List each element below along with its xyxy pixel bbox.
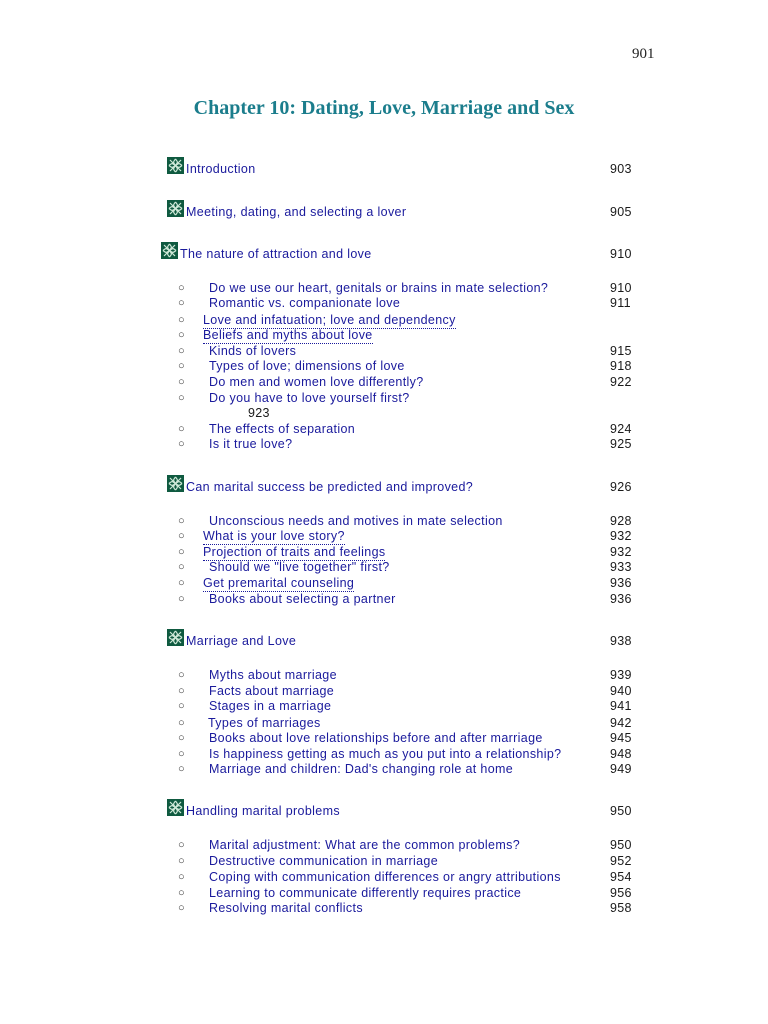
bullet-icon: ○ <box>178 577 185 589</box>
toc-item-page: 940 <box>610 684 632 698</box>
toc-item[interactable] <box>0 837 768 853</box>
toc-item-label[interactable]: Types of marriages <box>208 716 321 730</box>
toc-item-label[interactable]: Do you have to love yourself first? <box>209 391 410 405</box>
toc-item-page: 958 <box>610 901 632 915</box>
celtic-knot-icon <box>167 157 184 174</box>
toc-item-label[interactable]: Facts about marriage <box>209 684 335 698</box>
toc-item-label[interactable]: Types of love; dimensions of love <box>209 359 405 373</box>
bullet-icon: ○ <box>178 839 185 851</box>
toc-section[interactable] <box>0 632 768 648</box>
toc-item[interactable] <box>0 715 768 731</box>
toc-item[interactable] <box>0 374 768 390</box>
toc-item-label[interactable]: Projection of traits and feelings <box>203 545 386 559</box>
bullet-icon: ○ <box>178 593 185 605</box>
toc-item-page: 945 <box>610 731 632 745</box>
bullet-icon: ○ <box>178 763 185 775</box>
toc-item[interactable] <box>0 730 768 746</box>
toc-section-label[interactable]: Introduction <box>186 162 256 176</box>
toc-item[interactable] <box>0 900 768 916</box>
toc-item-label[interactable]: Books about love relationships before and after marriage <box>209 731 543 745</box>
toc-item[interactable] <box>0 358 768 374</box>
toc-item-label[interactable]: Beliefs and myths about love <box>203 328 373 342</box>
toc-item[interactable] <box>0 559 768 575</box>
toc-item-label[interactable]: Love and infatuation; love and dependency <box>203 313 456 327</box>
toc-item-page: 956 <box>610 886 632 900</box>
toc-item-label[interactable]: Get premarital counseling <box>203 576 355 590</box>
toc-item-page: 932 <box>610 545 632 559</box>
toc-item-page: 925 <box>610 437 632 451</box>
bullet-icon: ○ <box>178 423 185 435</box>
bullet-icon: ○ <box>178 669 185 681</box>
toc-item-label[interactable]: Is happiness getting as much as you put into a relationship? <box>209 747 562 761</box>
toc-item-label[interactable]: Do men and women love differently? <box>209 375 424 389</box>
toc-item[interactable] <box>0 327 768 343</box>
toc-item[interactable] <box>0 761 768 777</box>
toc-item[interactable] <box>0 683 768 699</box>
toc-section-label[interactable]: Can marital success be predicted and improved? <box>186 480 474 494</box>
toc-item-page: 923 <box>248 406 270 420</box>
toc-item-label[interactable]: Marital adjustment: What are the common problems? <box>209 838 521 852</box>
bullet-icon: ○ <box>178 314 185 326</box>
toc-item-page: 936 <box>610 576 632 590</box>
toc-item-page: 932 <box>610 529 632 543</box>
toc-section-label[interactable]: The nature of attraction and love <box>180 247 372 261</box>
bullet-icon: ○ <box>178 748 185 760</box>
bullet-icon: ○ <box>178 685 185 697</box>
toc-item-page: 954 <box>610 870 632 884</box>
toc-item-label[interactable]: Unconscious needs and motives in mate selection <box>209 514 503 528</box>
toc-item-label[interactable]: Stages in a marriage <box>209 699 332 713</box>
toc-section-page: 950 <box>610 804 632 818</box>
toc-item[interactable] <box>0 869 768 885</box>
toc-section-page: 910 <box>610 247 632 261</box>
bullet-icon: ○ <box>178 700 185 712</box>
toc-item[interactable] <box>0 575 768 591</box>
bullet-icon: ○ <box>178 561 185 573</box>
toc-section-label[interactable]: Meeting, dating, and selecting a lover <box>186 205 407 219</box>
toc-section-page: 905 <box>610 205 632 219</box>
celtic-knot-icon <box>161 242 178 259</box>
toc-item-page: 950 <box>610 838 632 852</box>
bullet-icon: ○ <box>178 282 185 294</box>
bullet-icon: ○ <box>178 392 185 404</box>
bullet-icon: ○ <box>178 360 185 372</box>
toc-item-page: 928 <box>610 514 632 528</box>
toc-section-page: 903 <box>610 162 632 176</box>
toc-item-page: 952 <box>610 854 632 868</box>
toc-section[interactable] <box>0 203 768 219</box>
toc-item-label[interactable]: Marriage and children: Dad's changing role at home <box>209 762 514 776</box>
page-number: 901 <box>632 46 655 62</box>
toc-item-page: 942 <box>610 716 632 730</box>
toc-item-label[interactable]: Do we use our heart, genitals or brains in mate selection? <box>209 281 549 295</box>
celtic-knot-icon <box>167 799 184 816</box>
toc-section-page: 938 <box>610 634 632 648</box>
toc-item-label[interactable]: Romantic vs. companionate love <box>209 296 401 310</box>
toc-item-label[interactable]: Books about selecting a partner <box>209 592 396 606</box>
toc-item[interactable] <box>0 853 768 869</box>
toc-item-label[interactable]: Is it true love? <box>209 437 293 451</box>
bullet-icon: ○ <box>178 546 185 558</box>
toc-item[interactable] <box>0 436 768 452</box>
toc-section[interactable] <box>0 478 768 494</box>
toc-item-page: 949 <box>610 762 632 776</box>
celtic-knot-icon <box>167 629 184 646</box>
chapter-title: Chapter 10: Dating, Love, Marriage and Sex <box>193 97 575 119</box>
toc-item-page: 939 <box>610 668 632 682</box>
toc-item[interactable] <box>0 544 768 560</box>
toc-item[interactable] <box>0 667 768 683</box>
toc-section[interactable] <box>0 160 768 176</box>
bullet-icon: ○ <box>178 732 185 744</box>
toc-section-label[interactable]: Handling marital problems <box>186 804 340 818</box>
bullet-icon: ○ <box>178 887 185 899</box>
bullet-icon: ○ <box>178 717 185 729</box>
toc-item[interactable] <box>0 528 768 544</box>
toc-item-page: 910 <box>610 281 632 295</box>
toc-item-label[interactable]: The effects of separation <box>209 422 356 436</box>
celtic-knot-icon <box>167 200 184 217</box>
toc-item-page: 936 <box>610 592 632 606</box>
toc-item-page: 924 <box>610 422 632 436</box>
toc-item[interactable] <box>0 280 768 296</box>
toc-item-label[interactable]: Learning to communicate differently requires practice <box>209 886 522 900</box>
toc-item-page: 918 <box>610 359 632 373</box>
bullet-icon: ○ <box>178 438 185 450</box>
toc-item-label[interactable]: Should we "live together" first? <box>209 560 390 574</box>
toc-item[interactable] <box>0 312 768 328</box>
bullet-icon: ○ <box>178 871 185 883</box>
toc-item-label[interactable]: Destructive communication in marriage <box>209 854 439 868</box>
bullet-icon: ○ <box>178 376 185 388</box>
bullet-icon: ○ <box>178 345 185 357</box>
bullet-icon: ○ <box>178 329 185 341</box>
toc-item-page: 915 <box>610 344 632 358</box>
bullet-icon: ○ <box>178 515 185 527</box>
toc-item[interactable] <box>0 390 768 420</box>
bullet-icon: ○ <box>178 902 185 914</box>
celtic-knot-icon <box>167 475 184 492</box>
toc-item-page: 948 <box>610 747 632 761</box>
toc-section-page: 926 <box>610 480 632 494</box>
toc-item[interactable] <box>0 513 768 529</box>
toc-item-label[interactable]: Coping with communication differences or angry attributions <box>209 870 561 884</box>
toc-item-page: 922 <box>610 375 632 389</box>
toc-item[interactable] <box>0 295 768 311</box>
toc-item-page: 911 <box>610 296 631 310</box>
toc-item[interactable] <box>0 421 768 437</box>
toc-section-label[interactable]: Marriage and Love <box>186 634 297 648</box>
toc-section[interactable] <box>0 245 768 261</box>
toc-section[interactable] <box>0 802 768 818</box>
toc-item-label[interactable]: What is your love story? <box>203 529 345 543</box>
toc-item[interactable] <box>0 885 768 901</box>
toc-item-label[interactable]: Myths about marriage <box>209 668 337 682</box>
bullet-icon: ○ <box>178 530 185 542</box>
toc-item-label[interactable]: Resolving marital conflicts <box>209 901 363 915</box>
bullet-icon: ○ <box>178 297 185 309</box>
toc-item-page: 933 <box>610 560 632 574</box>
bullet-icon: ○ <box>178 855 185 867</box>
toc-item[interactable] <box>0 698 768 714</box>
toc-item[interactable] <box>0 746 768 762</box>
toc-item-label[interactable]: Kinds of lovers <box>209 344 297 358</box>
toc-item[interactable] <box>0 343 768 359</box>
toc-item[interactable] <box>0 591 768 607</box>
toc-item-page: 941 <box>610 699 632 713</box>
